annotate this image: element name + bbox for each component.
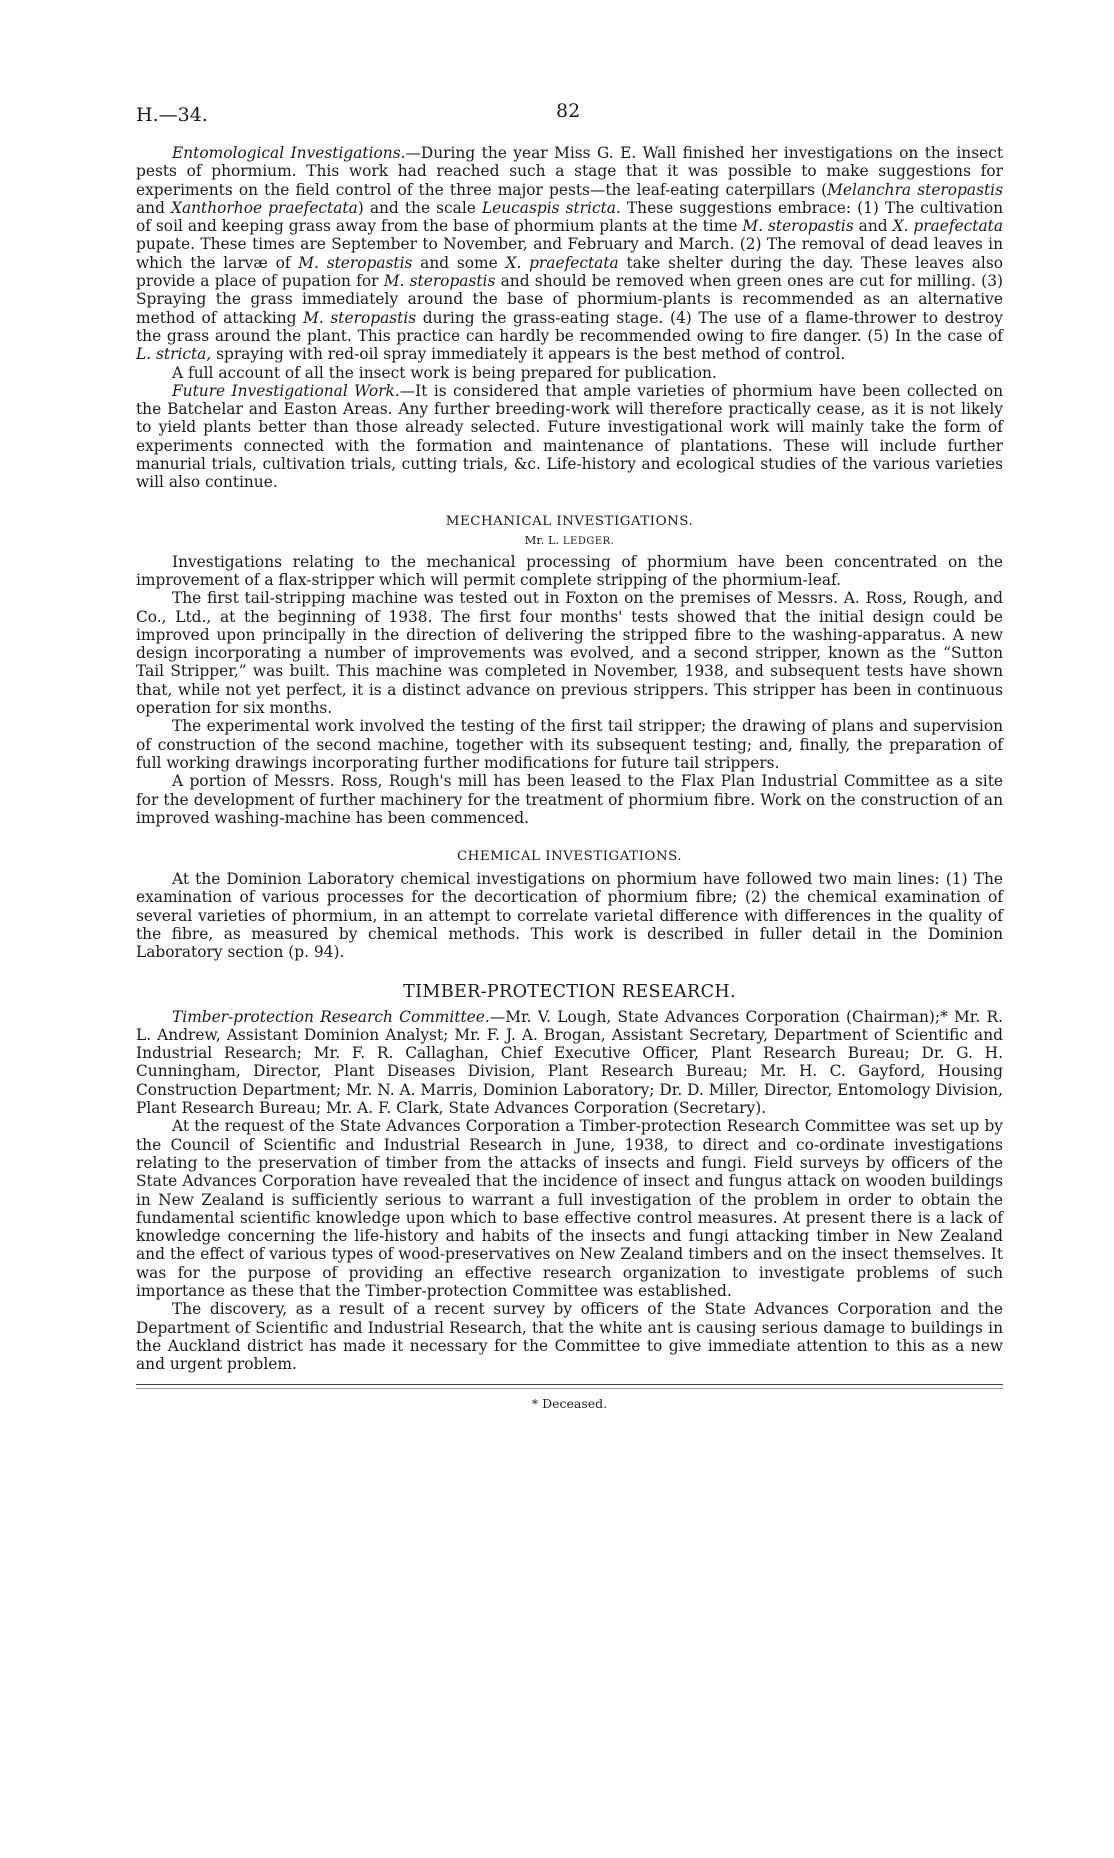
mechanical-paragraph: Investigations relating to the mechanical processing of phormium have been concentrated on the improvement of a flax-stripper which will permit complete stripping of the phormium-leaf. (136, 552, 1003, 589)
species-name: M. steropastis (303, 308, 417, 327)
timber-section (136, 982, 1003, 1374)
footnote-rule (136, 1388, 1003, 1389)
mechanical-paragraph: A portion of Messrs. Ross, Rough's mill has been leased to the Flax Plan Industrial Committee as a site for the development of further machinery for the treatment of phormium fibre. Work on the construction of an improved washing-machine has been commenced. (136, 772, 1003, 827)
species-name: Xanthorhoe praefectata (171, 198, 358, 217)
timber-paragraph: The discovery, as a result of a recent survey by officers of the State Advances Corporation and the Department of Scientific and Industrial Research, that the white ant is causing serious damage to buildings in the Auckland district has made it necessary for the Committee to give immediate attention to this as a new and urgent problem. (136, 1300, 1003, 1374)
page-number: 82 (556, 100, 581, 122)
timber-paragraph: At the request of the State Advances Corporation a Timber-protection Research Committee was set up by the Council of Scientific and Industrial Research in June, 1938, to direct and co-ordinate investigations relating to the preservation of timber from the attacks of insects and fungi. Field surveys by officers of the State Advances Corporation have revealed that the incidence of insect and fungus attack on wooden buildings in New Zealand is sufficiently serious to warrant a full investigation of the problem in order to obtain the fundamental scientific knowledge upon which to base effective control measures. At present there is a lack of knowledge concerning the life-history and habits of the insects and fungi attacking timber in New Zealand and the effect of various types of wood-preservatives on New Zealand timbers and on the insect themselves. It was for the purpose of providing an effective research organization to investigate problems of such importance as these that the Timber-protection Committee was established. (136, 1117, 1003, 1301)
mechanical-paragraph: The first tail-stripping machine was tested out in Foxton on the premises of Messrs. A. Ross, Rough, and Co., Ltd., at the beginning of 1938. The first four months' tests showed that the initial design could be improved upon principally in the direction of delivering the stripped fibre to the washing-apparatus. A new design incorporating a number of improvements was evolved, and a second stripper, known as the “Sutton Tail Stripper,” was built. This machine was completed in November, 1938, and subsequent tests have shown that, while not yet perfect, it is a distinct advance on previous strippers. This stripper has been in continuous operation for six months. (136, 589, 1003, 718)
document-reference: H.—34. (136, 104, 208, 126)
species-name: Melanchra steropastis (827, 180, 1003, 199)
section-run-in-title: Timber-protection Research Committee. (172, 1007, 490, 1026)
section-run-in-title: Entomological Investigations. (172, 144, 406, 162)
species-name: M. steropastis (383, 272, 496, 291)
footnote-area (136, 1382, 1003, 1422)
mechanical-byline: Mr. L. LEDGER. (524, 532, 615, 547)
species-name: M. steropastis (298, 253, 413, 272)
mechanical-heading: MECHANICAL INVESTIGATIONS. (445, 513, 694, 529)
chemical-heading: CHEMICAL INVESTIGATIONS. (456, 849, 683, 865)
species-name: X. praefectata (892, 217, 1003, 236)
section-run-in-title: Future Investigational Work. (172, 381, 400, 400)
footnote-deceased: * Deceased. (531, 1395, 608, 1411)
entomology-publication-note: A full account of all the insect work is being prepared for publication. (172, 363, 717, 382)
entomology-section (136, 144, 1003, 492)
document-page (136, 96, 1003, 1422)
species-name: L. stricta, (136, 345, 212, 364)
future-work-paragraph: Future Investigational Work.—It is considered that ample varieties of phormium have been collected on the Batchelar and Easton Areas. Any further breeding-work will therefore practically cease, as it is not likely to yield plants better than those already selected. Future investigational work will mainly take the form of experiments connected with the formation and maintenance of plantations. These will include further manurial trials, cultivation trials, cutting trials, &c. Life-history and ecological studies of the various varieties will also continue. (136, 381, 1004, 492)
entomology-paragraph: Entomological Investigations.—During the year Miss G. E. Wall finished her investigations on the insect pests of phormium. This work had reached such a stage that it was possible to make suggestions for experiments on the field control of the three major pests—the leaf-eating caterpillars (Melanchra steropastis and Xanthorhoe praefectata) and the scale Leucaspis stricta. These suggestions embrace: (1) The cultivation of soil and keeping grass away from the base of phormium plants at the time M. steropastis and X. praefectata pupate. These times are September to November, and February and March. (2) The removal of dead leaves in which the larvæ of M. steropastis and some X. praefectata take shelter during the day. These leaves also provide a place of pupation for M. steropastis and should be removed when green ones are cut for milling. (3) Spraying the grass immediately around the base of phormium-plants is recommended as an alternative method of attacking M. steropastis during the grass-eating stage. (4) The use of a flame-thrower to destroy the grass around the plant. This practice can hardly be recommended owing to fire danger. (5) In the case of L. stricta, spraying with red-oil spray immediately it appears is the best method of control. (136, 144, 1004, 364)
committee-paragraph: Timber-protection Research Committee.—Mr. V. Lough, State Advances Corporation (Chairman);* Mr. R. L. Andrew, Assistant Dominion Analyst; Mr. F. J. A. Brogan, Assistant Secretary, Department of Scientific and Industrial Research; Mr. F. R. Callaghan, Chief Executive Officer, Plant Research Bureau; Dr. G. H. Cunningham, Director, Plant Diseases Division, Plant Research Bureau; Mr. H. C. Gayford, Housing Construction Department; Mr. N. A. Marris, Dominion Laboratory; Dr. D. Miller, Director, Entomology Division, Plant Research Bureau; Mr. A. F. Clark, State Advances Corporation (Secretary). (136, 1007, 1003, 1118)
mechanical-section (136, 514, 1003, 827)
footnote-rule (136, 1384, 1003, 1385)
timber-heading: TIMBER-PROTECTION RESEARCH. (403, 981, 736, 1002)
page-header (136, 96, 1003, 136)
species-name: M. steropastis (742, 217, 854, 236)
mechanical-paragraph: The experimental work involved the testing of the first tail stripper; the drawing of plans and supervision of construction of the second machine, together with its subsequent testing; and, finally, the preparation of full working drawings incorporating further modifications for future tail strippers. (136, 717, 1003, 772)
chemical-section (136, 849, 1003, 961)
chemical-paragraph: At the Dominion Laboratory chemical investigations on phormium have followed two main lines: (1) The examination of various processes for the decortication of phormium fibre; (2) the chemical examination of several varieties of phormium, in an attempt to correlate varietal difference with differences in the quality of the fibre, as measured by chemical methods. This work is described in fuller detail in the Dominion Laboratory section (p. 94). (136, 870, 1003, 962)
species-name: X. praefectata (505, 253, 619, 272)
species-name: Leucaspis stricta. (481, 198, 621, 217)
